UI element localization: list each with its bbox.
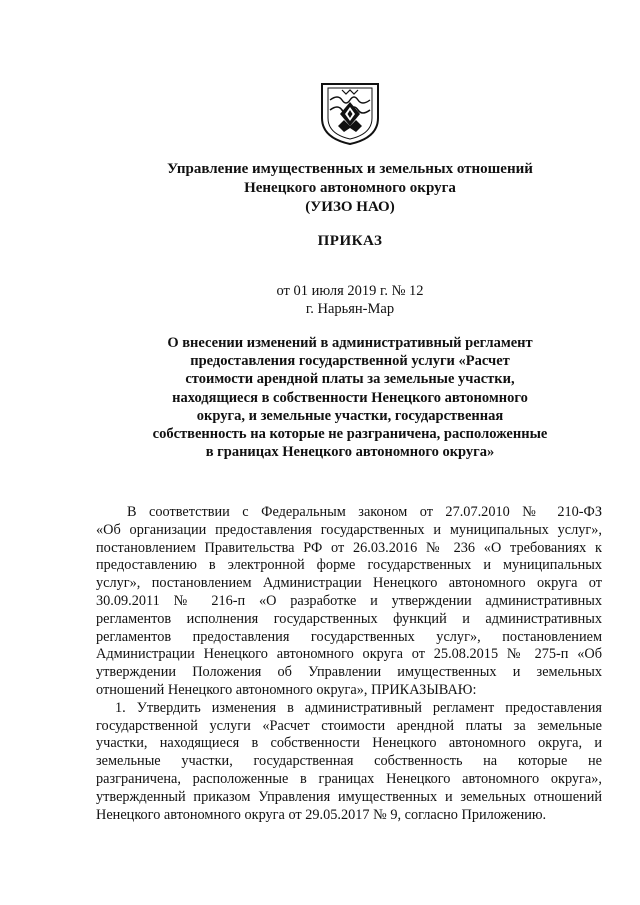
organization-name <box>60 160 640 217</box>
body-line: регламентов исполнения государственных функций и административных <box>96 610 602 627</box>
order-title: ПРИКАЗ <box>317 233 383 249</box>
body-line: В соответствии с Федеральным законом от 27.07.2010 № 210-ФЗ <box>127 504 602 520</box>
order-body <box>96 504 602 824</box>
subject-line: округа, и земельные участки, государственная <box>196 407 504 424</box>
body-line: утверждении Положения об Управлении имущественных и земельных <box>96 664 602 681</box>
body-line: Ненецкого автономного округа от 29.05.2017 № 9, согласно Приложению. <box>96 806 547 823</box>
order-date: от 01 июля 2019 г. № 12 <box>276 283 424 299</box>
body-line: услуг», постановлением Администрации Ненецкого автономного округа от <box>96 575 602 592</box>
body-line: Администрации Ненецкого автономного округа от 25.08.2015 № 275-п «Об <box>96 646 602 663</box>
body-line: отношений Ненецкого автономного округа», ПРИКАЗЫВАЮ: <box>96 681 477 698</box>
body-line: утвержденный приказом Управления имущественных и земельных отношений <box>96 788 602 805</box>
nenets-coat-of-arms-icon <box>318 80 382 146</box>
body-line: земельные участки, государственная собственность на которые не <box>96 753 602 770</box>
org-line-1: Управление имущественных и земельных отношений <box>167 161 533 177</box>
body-line: постановлением Правительства РФ от 26.03.2016 № 236 «О требованиях к <box>96 539 602 556</box>
body-line: 1. Утвердить изменения в административный регламент предоставления <box>115 699 602 716</box>
subject-line: стоимости арендной платы за земельные участки, <box>185 371 515 388</box>
subject-line: в границах Ненецкого автономного округа» <box>205 444 495 461</box>
subject-line: собственность на которые не разграничена, расположенные <box>152 426 548 443</box>
subject-line: находящиеся в собственности Ненецкого автономного <box>172 389 528 406</box>
order-subject <box>60 334 640 461</box>
body-line: 30.09.2011 № 216-п «О разработке и утверждении административных <box>96 592 602 609</box>
order-meta <box>60 282 640 318</box>
body-line: участки, находящиеся в собственности Ненецкого автономного округа, и <box>96 735 602 752</box>
body-line: разграничена, расположенные в границах Ненецкого автономного округа», <box>96 770 602 787</box>
order-place: г. Нарьян-Мар <box>305 301 395 317</box>
body-line: государственной услуги «Расчет стоимости арендной платы за земельные <box>96 717 602 734</box>
body-line: «Об организации предоставления государственных и муниципальных услуг», <box>96 521 602 538</box>
subject-line: предоставления государственной услуги «Расчет <box>190 353 510 370</box>
subject-line: О внесении изменений в административный регламент <box>167 335 533 351</box>
org-line-2: Ненецкого автономного округа <box>244 180 456 196</box>
body-line: предоставлению в электронной форме государственных и муниципальных <box>96 557 602 574</box>
org-line-3: (УИЗО НАО) <box>305 199 395 215</box>
body-line: регламентов предоставления государственных услуг», постановлением <box>96 628 602 645</box>
